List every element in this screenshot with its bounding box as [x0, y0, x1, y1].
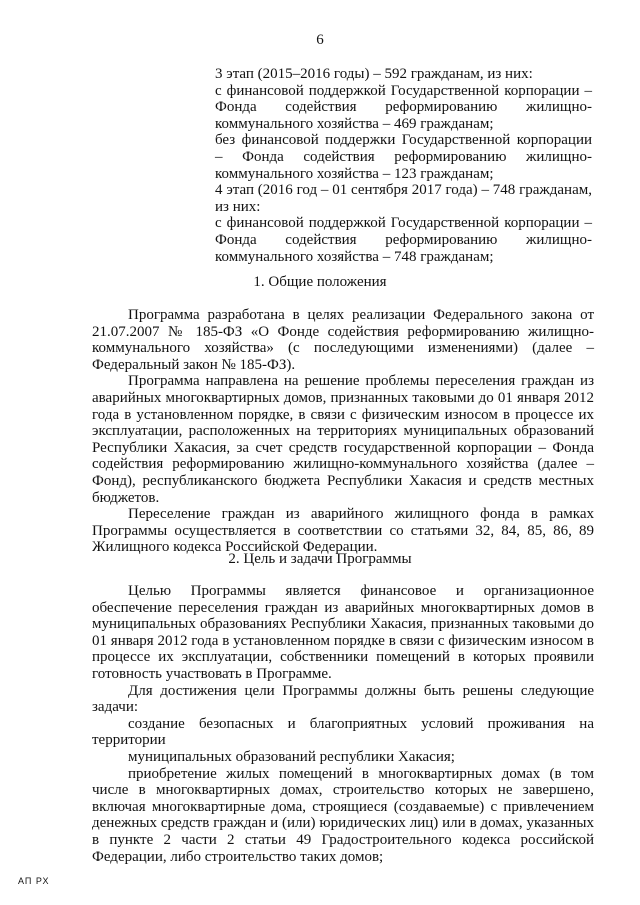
stage-item: с финансовой поддержкой Государственной корпорации – Фонда содействия реформированию жилищно-коммунального хозяйства – 748 гражданам; — [215, 215, 592, 265]
stage-item: 4 этап (2016 год – 01 сентября 2017 года) – 748 гражданам, из них: — [215, 182, 592, 215]
paragraph-goal: Целью Программы является финансовое и организационное обеспечение переселения граждан из аварийных многоквартирных домов в муниципальных образованиях Республики Хакасия, признанных таковыми до 01 января 2012 года в установленном порядке в связи с физическим износом в процессе их эксплуатации, собственники помещений в которых проявили готовность участвовать в Программе. — [92, 583, 594, 682]
task-item: приобретение жилых помещений в многоквартирных домах (в том числе в многоквартирных домах, строительство которых не завершено, включая многоквартирные дома, строящиеся (создаваемые) с привлечением денежных средств граждан и (или) юридических лиц) или в домах, указанных в пункте 2 части 2 статьи 49 Градостроительного кодекса российской Федерации, либо строительство таких домов; — [92, 765, 594, 865]
task-item-continuation: муниципальных образований республики Хакасия; — [128, 748, 455, 765]
stages-list — [215, 66, 592, 265]
paragraph-tasks-intro: Для достижения цели Программы должны быть решены следующие задачи: — [92, 682, 594, 716]
paragraph: Программа направлена на решение проблемы переселения граждан из аварийных многоквартирных домов, признанных таковыми до 01 января 2012 года в установленном порядке, в связи с физическим износом в процессе их эксплуатации, расположенных на территориях муниципальных образований Республики Хакасия, за счет средств государственной корпорации – Фонда содействия реформированию жилищно-коммунального хозяйства (далее – Фонд), республиканского бюджета Республики Хакасия и средств местных бюджетов. — [92, 373, 594, 506]
paragraph: Переселение граждан из аварийного жилищного фонда в рамках Программы осуществляется в соответствии со статьями 32, 84, 85, 86, 89 Жилищного кодекса Российской Федерации. — [92, 506, 594, 556]
section-1-body — [92, 307, 594, 556]
section-2-body — [92, 583, 594, 865]
section-2-title: 2. Цель и задачи Программы — [228, 551, 412, 567]
stage-item: без финансовой поддержки Государственной корпорации – Фонда содействия реформированию жилищно-коммунального хозяйства – 123 гражданам; — [215, 132, 592, 182]
paragraph: Программа разработана в целях реализации Федерального закона от 21.07.2007 № 185-ФЗ «О Фонде содействия реформированию жилищно-коммунального хозяйства» (с последующими изменениями) (далее – Федеральный закон № 185-ФЗ). — [92, 307, 594, 373]
footer-stamp: АП РХ — [18, 876, 50, 886]
stage-item: 3 этап (2015–2016 годы) – 592 гражданам, из них: — [215, 66, 533, 82]
section-1-title: 1. Общие положения — [253, 274, 387, 290]
task-item: создание безопасных и благоприятных условий проживания на территории — [92, 715, 594, 749]
stage-item: с финансовой поддержкой Государственной корпорации – Фонда содействия реформированию жилищно-коммунального хозяйства – 469 гражданам; — [215, 82, 592, 132]
page-number: 6 — [316, 32, 324, 48]
